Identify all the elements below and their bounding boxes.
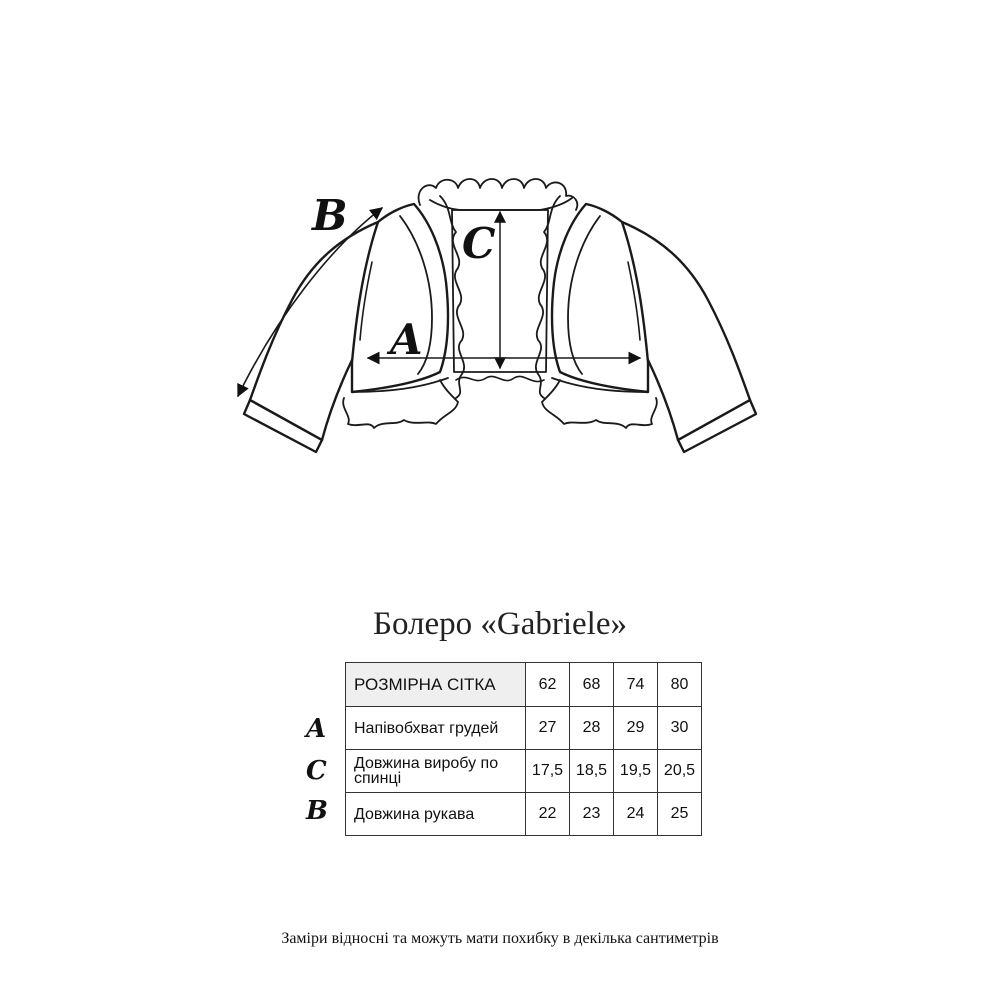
table-cell: 19,5: [614, 750, 658, 793]
right-cuff: [678, 400, 756, 452]
table-cell: 18,5: [570, 750, 614, 793]
table-cell: 17,5: [526, 750, 570, 793]
row-mark-a: A: [306, 714, 327, 744]
table-cell: 25: [658, 793, 702, 836]
left-cuff: [244, 400, 322, 452]
table-cell: 29: [614, 707, 658, 750]
size-column-header: 80: [658, 663, 702, 707]
table-cell: 24: [614, 793, 658, 836]
table-cell: 30: [658, 707, 702, 750]
diagram-label-c: C: [462, 219, 496, 268]
table-header-label: РОЗМІРНА СІТКА: [346, 663, 526, 707]
row-mark-c: C: [306, 756, 327, 786]
right-front-band: [568, 216, 600, 374]
table-header-row: [346, 663, 702, 707]
size-chart-table: [345, 662, 702, 836]
left-front-ruffle: [440, 196, 464, 398]
right-front-ruffle: [536, 196, 560, 398]
table-row: [346, 750, 702, 793]
left-hem-ruffle: [343, 380, 458, 428]
left-sleeve: [250, 222, 378, 440]
right-hem-ruffle: [542, 380, 657, 428]
table-cell: 20,5: [658, 750, 702, 793]
size-column-header: 68: [570, 663, 614, 707]
size-column-header: 74: [614, 663, 658, 707]
row-label-back-length: Довжина виробу по спинці: [346, 750, 526, 793]
center-hem-ruffle: [456, 376, 544, 381]
right-front: [552, 204, 648, 392]
product-title: Болеро «Gabriele»: [373, 606, 627, 642]
table-row: [346, 707, 702, 750]
size-column-header: 62: [526, 663, 570, 707]
row-label-sleeve-length: Довжина рукава: [346, 793, 526, 836]
right-sleeve: [622, 222, 750, 440]
row-label-chest: Напівобхват грудей: [346, 707, 526, 750]
table-cell: 28: [570, 707, 614, 750]
table-cell: 27: [526, 707, 570, 750]
diagram-label-a: A: [390, 315, 423, 364]
diagram-label-b: B: [312, 191, 348, 240]
table-cell: 22: [526, 793, 570, 836]
measurement-disclaimer: Заміри відносні та можуть мати похибку в декілька сантиметрів: [281, 930, 719, 947]
table-cell: 23: [570, 793, 614, 836]
table-row: [346, 793, 702, 836]
row-mark-b: B: [306, 796, 328, 826]
